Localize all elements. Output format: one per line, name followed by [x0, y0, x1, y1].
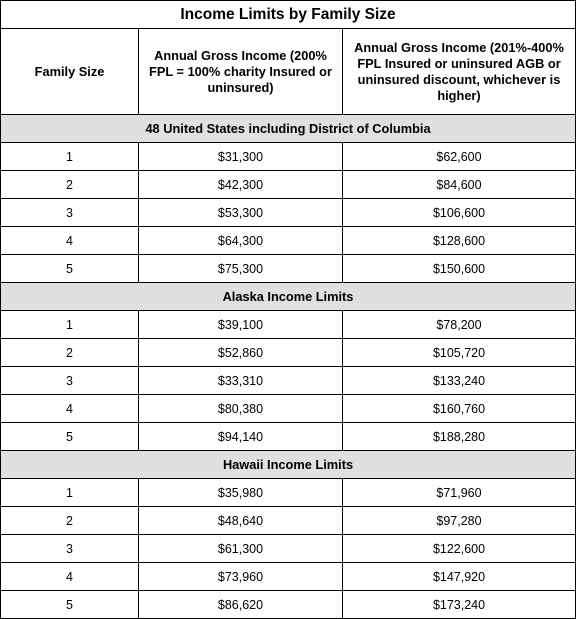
- family-size-cell: 1: [1, 479, 139, 507]
- table-row: [1, 535, 576, 563]
- income-200-cell: $61,300: [139, 535, 343, 563]
- income-400-cell: $188,280: [343, 423, 576, 451]
- family-size-cell: 4: [1, 563, 139, 591]
- income-200-cell: $42,300: [139, 171, 343, 199]
- family-size-cell: 5: [1, 255, 139, 283]
- income-400-cell: $84,600: [343, 171, 576, 199]
- table-row: [1, 255, 576, 283]
- income-200-cell: $53,300: [139, 199, 343, 227]
- family-size-cell: 5: [1, 423, 139, 451]
- income-200-cell: $64,300: [139, 227, 343, 255]
- section-label: Alaska Income Limits: [1, 283, 576, 311]
- table-row: [1, 227, 576, 255]
- family-size-cell: 4: [1, 227, 139, 255]
- income-200-cell: $33,310: [139, 367, 343, 395]
- family-size-cell: 1: [1, 311, 139, 339]
- table-row: [1, 171, 576, 199]
- table-row: [1, 507, 576, 535]
- income-200-cell: $75,300: [139, 255, 343, 283]
- table-row: [1, 143, 576, 171]
- income-200-cell: $31,300: [139, 143, 343, 171]
- income-400-cell: $78,200: [343, 311, 576, 339]
- income-400-cell: $122,600: [343, 535, 576, 563]
- table-row: [1, 591, 576, 619]
- income-400-cell: $106,600: [343, 199, 576, 227]
- income-400-cell: $160,760: [343, 395, 576, 423]
- income-400-cell: $150,600: [343, 255, 576, 283]
- table-row: [1, 423, 576, 451]
- family-size-cell: 3: [1, 535, 139, 563]
- section-row: [1, 451, 576, 479]
- income-400-cell: $173,240: [343, 591, 576, 619]
- table-title: Income Limits by Family Size: [1, 1, 576, 29]
- income-200-cell: $48,640: [139, 507, 343, 535]
- table-row: [1, 479, 576, 507]
- family-size-cell: 2: [1, 339, 139, 367]
- income-200-cell: $94,140: [139, 423, 343, 451]
- table-row: [1, 339, 576, 367]
- title-row: [1, 1, 576, 29]
- income-200-cell: $52,860: [139, 339, 343, 367]
- table-row: [1, 311, 576, 339]
- income-400-cell: $105,720: [343, 339, 576, 367]
- section-label: 48 United States including District of Columbia: [1, 115, 576, 143]
- income-200-cell: $73,960: [139, 563, 343, 591]
- income-200-cell: $39,100: [139, 311, 343, 339]
- income-200-cell: $35,980: [139, 479, 343, 507]
- table-row: [1, 367, 576, 395]
- income-400-cell: $133,240: [343, 367, 576, 395]
- family-size-cell: 2: [1, 171, 139, 199]
- income-400-cell: $97,280: [343, 507, 576, 535]
- income-400-cell: $71,960: [343, 479, 576, 507]
- family-size-cell: 5: [1, 591, 139, 619]
- income-200-cell: $80,380: [139, 395, 343, 423]
- income-400-cell: $147,920: [343, 563, 576, 591]
- table-row: [1, 199, 576, 227]
- table-row: [1, 563, 576, 591]
- section-row: [1, 283, 576, 311]
- income-200-cell: $86,620: [139, 591, 343, 619]
- section-label: Hawaii Income Limits: [1, 451, 576, 479]
- family-size-cell: 2: [1, 507, 139, 535]
- header-201-400-fpl: Annual Gross Income (201%-400% FPL Insured or uninsured AGB or uninsured discount, whichever is higher): [343, 29, 576, 115]
- family-size-cell: 1: [1, 143, 139, 171]
- table-row: [1, 395, 576, 423]
- header-row: [1, 29, 576, 115]
- income-400-cell: $128,600: [343, 227, 576, 255]
- header-family-size: Family Size: [1, 29, 139, 115]
- family-size-cell: 3: [1, 199, 139, 227]
- section-row: [1, 115, 576, 143]
- family-size-cell: 4: [1, 395, 139, 423]
- family-size-cell: 3: [1, 367, 139, 395]
- income-400-cell: $62,600: [343, 143, 576, 171]
- table-body: [1, 115, 576, 619]
- header-200-fpl: Annual Gross Income (200% FPL = 100% charity Insured or uninsured): [139, 29, 343, 115]
